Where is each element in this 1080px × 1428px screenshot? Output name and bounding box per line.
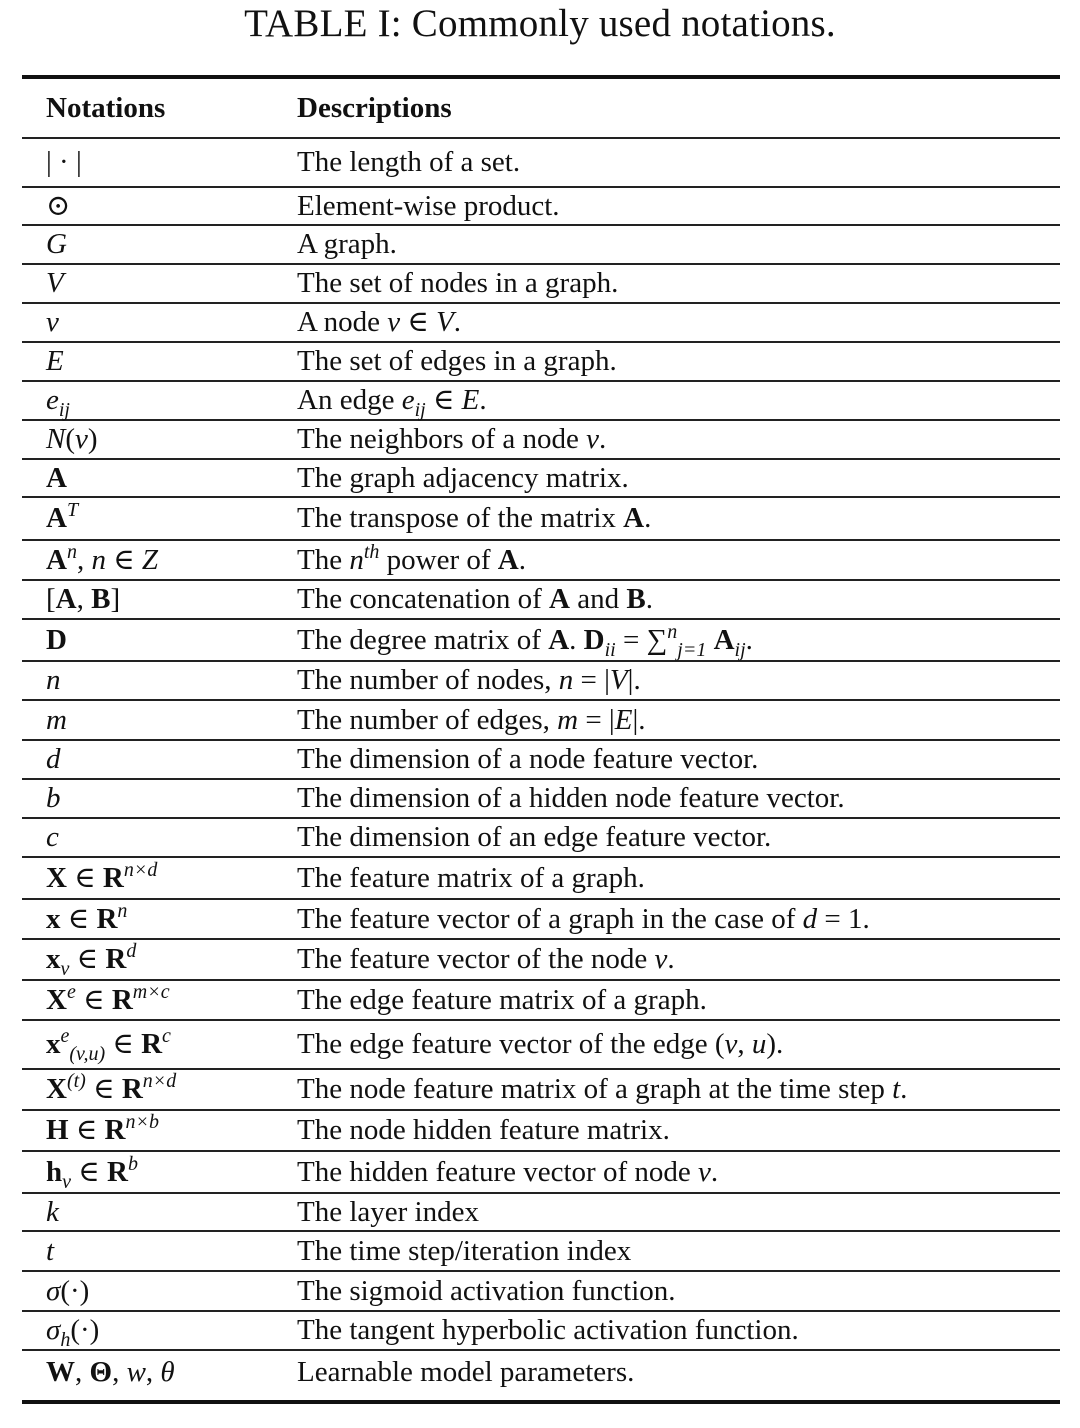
description-cell <box>297 148 1060 177</box>
math-token: The hidden feature vector of node <box>297 1155 698 1188</box>
math-token: x <box>46 1028 61 1060</box>
math-token: n <box>91 543 106 576</box>
math-token: E <box>614 703 633 736</box>
table-row <box>22 265 1060 302</box>
math-token: ∈ <box>68 1114 105 1146</box>
math-token: ij <box>58 399 70 421</box>
math-token: The set of edges in a graph. <box>297 345 617 377</box>
description-cell <box>297 347 1060 376</box>
notation-cell <box>22 980 297 1016</box>
math-token: A <box>55 583 77 615</box>
math-token: t <box>46 1234 55 1267</box>
notation-cell <box>22 899 297 935</box>
notation-cell <box>22 1025 297 1065</box>
math-token: t <box>892 1073 901 1105</box>
description-cell <box>297 189 1060 222</box>
math-token: k <box>46 1195 59 1228</box>
math-token: , <box>145 1356 161 1388</box>
table-row <box>22 1232 1060 1270</box>
description-cell <box>297 308 1060 337</box>
math-token: The graph adjacency matrix. <box>297 461 629 494</box>
description-cell <box>297 861 1060 894</box>
math-token: , <box>76 583 92 615</box>
table-row <box>22 188 1060 224</box>
math-token: c <box>46 821 59 853</box>
math-token: R <box>102 861 124 894</box>
math-token: σ <box>46 1274 61 1307</box>
description-cell <box>297 1195 1060 1228</box>
math-token: ∈ <box>66 861 103 894</box>
math-token: V <box>436 306 454 338</box>
description-cell <box>297 1234 1060 1267</box>
math-token: m×c <box>132 980 170 1003</box>
math-token: The feature vector of the node <box>297 943 655 975</box>
math-token: d <box>802 902 818 935</box>
math-token: . <box>667 943 675 975</box>
table-row <box>22 741 1060 778</box>
math-token: n <box>349 543 364 576</box>
notation-cell <box>22 230 297 259</box>
table-row <box>22 1194 1060 1230</box>
notation-cell <box>22 1358 297 1387</box>
math-token: The set of nodes in a graph. <box>297 267 619 299</box>
notation-cell <box>22 1234 297 1267</box>
math-token: . <box>479 384 487 416</box>
math-token: m <box>46 703 67 736</box>
notation-cell <box>22 1274 297 1307</box>
math-token: R <box>121 1073 143 1105</box>
math-token: v <box>62 1170 72 1193</box>
math-token: n <box>46 664 61 696</box>
table-row <box>22 139 1060 186</box>
math-token: A <box>46 502 67 534</box>
math-token: Z <box>141 543 159 576</box>
math-token: V <box>46 267 64 299</box>
math-token: The tangent hyperbolic activation function. <box>297 1314 799 1346</box>
table-header <box>22 79 1060 137</box>
math-token: ij <box>734 638 746 661</box>
notation-cell <box>22 585 297 614</box>
table-row <box>22 421 1060 458</box>
notation-cell <box>22 784 297 813</box>
math-token: n×b <box>125 1111 159 1133</box>
description-cell <box>297 1116 1060 1145</box>
math-token: n <box>558 664 574 696</box>
math-token: Learnable model parameters. <box>297 1356 635 1388</box>
notation-cell <box>22 1314 297 1351</box>
math-token: G <box>46 228 67 260</box>
math-token: A <box>549 583 570 615</box>
notation-table <box>22 75 1060 1404</box>
description-cell <box>297 461 1060 494</box>
math-token: j=1 <box>677 638 707 661</box>
math-token: d <box>46 743 61 775</box>
math-token: |. <box>632 703 646 736</box>
notation-cell <box>22 148 297 177</box>
notation-cell <box>22 858 297 894</box>
math-token: ⊙ <box>46 189 71 222</box>
table-caption: TABLE I: Commonly used notations. <box>244 2 836 45</box>
math-token: A <box>497 543 519 576</box>
math-token: n <box>66 540 77 563</box>
math-token: The dimension of a node feature vector. <box>297 743 759 775</box>
math-token: A <box>46 543 67 576</box>
table-row <box>22 1312 1060 1349</box>
notation-cell <box>22 269 297 298</box>
math-token: A graph. <box>297 228 397 260</box>
header-notations: Notations <box>46 91 166 124</box>
table-row <box>22 1070 1060 1109</box>
math-token: and <box>569 583 627 615</box>
math-token: ∈ <box>400 306 437 338</box>
math-token: A node <box>297 306 388 338</box>
description-cell <box>297 269 1060 298</box>
header-descriptions: Descriptions <box>297 91 452 124</box>
notation-cell <box>22 1070 297 1105</box>
math-token: v <box>387 306 401 338</box>
notation-cell <box>22 666 297 695</box>
math-token: n <box>117 899 128 922</box>
math-token: N <box>46 423 66 455</box>
table-row <box>22 382 1060 419</box>
description-cell <box>297 1358 1060 1387</box>
math-token: = ∑ <box>615 623 668 656</box>
math-token: . <box>710 1155 719 1188</box>
math-token: = 1. <box>817 902 870 935</box>
math-token: e <box>46 384 59 416</box>
description-cell <box>297 585 1060 614</box>
description-cell <box>297 945 1060 974</box>
description-cell <box>297 1316 1060 1345</box>
math-token: E <box>461 384 480 416</box>
math-token: The time step/iteration index <box>297 1234 632 1267</box>
description-cell <box>297 666 1060 695</box>
math-token: R <box>141 1028 163 1060</box>
notation-cell <box>22 189 297 222</box>
math-token: A <box>46 461 67 494</box>
math-token: . <box>598 423 607 455</box>
math-token: |. <box>627 664 641 696</box>
notation-cell <box>22 1111 297 1146</box>
math-token: x <box>46 902 61 935</box>
notation-cell <box>22 823 297 852</box>
math-token: v <box>654 943 668 975</box>
math-token: ij <box>414 399 426 421</box>
math-token: σ <box>46 1314 61 1346</box>
math-token: The number of edges, <box>297 703 558 736</box>
description-cell <box>297 703 1060 736</box>
math-token: , <box>75 1356 90 1388</box>
math-token: V <box>609 664 628 696</box>
table-row <box>22 304 1060 341</box>
math-token: v <box>60 958 70 980</box>
table-row <box>22 900 1060 938</box>
math-token: , <box>737 1028 752 1060</box>
math-token: . <box>569 623 584 656</box>
math-token: The degree matrix of <box>297 623 549 656</box>
math-token: T <box>66 499 79 521</box>
math-token: R <box>107 1155 128 1188</box>
math-token: X <box>46 1073 67 1105</box>
math-token: D <box>583 623 605 656</box>
math-token: m <box>557 703 579 736</box>
math-token: E <box>46 345 64 377</box>
math-token: The dimension of a hidden node feature vector. <box>297 782 845 814</box>
math-token: . <box>745 623 753 656</box>
math-token: ∈ <box>105 1028 142 1060</box>
math-token: | · | <box>46 146 82 178</box>
description-cell <box>297 384 1060 421</box>
math-token: ( <box>65 423 76 455</box>
math-token: ∈ <box>69 943 106 975</box>
table-body <box>22 139 1060 1394</box>
math-token: X <box>46 983 67 1016</box>
description-cell <box>297 823 1060 852</box>
math-token: ] <box>110 583 121 615</box>
math-token: e <box>66 980 76 1003</box>
math-token: v <box>698 1155 711 1188</box>
math-token: . <box>453 306 462 338</box>
math-token: = | <box>573 664 610 696</box>
notation-cell <box>22 703 297 736</box>
description-cell <box>297 745 1060 774</box>
table-row <box>22 780 1060 817</box>
table-row <box>22 981 1060 1019</box>
notation-cell <box>22 308 297 337</box>
math-token: R <box>104 1114 126 1146</box>
math-token: v <box>46 306 59 338</box>
math-token: ). <box>766 1028 784 1060</box>
math-token: A <box>713 623 735 656</box>
table-row <box>22 858 1060 898</box>
description-cell <box>297 230 1060 259</box>
math-token: The sigmoid activation function. <box>297 1274 676 1307</box>
description-cell <box>297 902 1060 935</box>
description-cell <box>297 540 1060 576</box>
description-cell <box>297 1030 1060 1059</box>
math-token: H <box>46 1114 69 1146</box>
math-token: b <box>127 1152 138 1175</box>
math-token: (·) <box>70 1314 100 1346</box>
notation-cell <box>22 347 297 376</box>
math-token: ∈ <box>60 902 97 935</box>
math-token: . <box>645 583 653 615</box>
math-token: th <box>363 540 380 563</box>
table-row <box>22 1272 1060 1310</box>
math-token: The length of a set. <box>297 146 521 178</box>
math-token: The node feature matrix of a graph at the time step <box>297 1073 893 1105</box>
bottom-rule <box>22 1400 1060 1404</box>
table-row <box>22 1021 1060 1068</box>
math-token: v <box>724 1028 738 1060</box>
description-cell <box>297 1274 1060 1307</box>
math-token: b <box>46 782 61 814</box>
notation-cell <box>22 540 297 576</box>
description-cell <box>297 504 1060 533</box>
description-cell <box>297 620 1060 661</box>
description-cell <box>297 784 1060 813</box>
math-token: B <box>91 583 111 615</box>
table-row <box>22 581 1060 618</box>
math-token: n×d <box>123 858 158 881</box>
math-token: . <box>518 543 526 576</box>
math-token: The edge feature vector of the edge ( <box>297 1028 725 1060</box>
table-row <box>22 1351 1060 1394</box>
math-token: , <box>112 1356 127 1388</box>
description-cell <box>297 1155 1060 1188</box>
math-token: v <box>75 423 88 455</box>
math-token: c <box>162 1025 171 1047</box>
notation-cell <box>22 623 297 656</box>
math-token: The edge feature matrix of a graph. <box>297 983 707 1016</box>
table-row <box>22 620 1060 660</box>
math-token: (v,u) <box>69 1043 106 1065</box>
math-token: ) <box>87 423 98 455</box>
math-token: = | <box>578 703 615 736</box>
description-cell <box>297 1075 1060 1104</box>
math-token: e <box>401 384 415 416</box>
math-token: n×d <box>142 1070 177 1092</box>
notation-cell <box>22 1152 297 1193</box>
math-token: A <box>623 502 645 534</box>
math-token: , <box>76 543 92 576</box>
description-cell <box>297 983 1060 1016</box>
math-token: ∈ <box>75 983 112 1016</box>
math-token: R <box>105 943 127 975</box>
math-token: (t) <box>66 1070 86 1092</box>
math-token: The dimension of an edge feature vector. <box>297 821 772 853</box>
table-row <box>22 662 1060 699</box>
math-token: R <box>111 983 133 1016</box>
math-token: n <box>667 620 678 643</box>
math-token: ∈ <box>71 1155 107 1188</box>
math-token: W <box>46 1356 75 1388</box>
table-row <box>22 226 1060 263</box>
math-token: An edge <box>297 384 402 416</box>
math-token: X <box>46 861 67 894</box>
math-token: The node hidden feature matrix. <box>297 1114 670 1146</box>
math-token: The transpose of the matrix <box>297 502 624 534</box>
notation-cell <box>22 745 297 774</box>
math-token: R <box>96 902 118 935</box>
table-row <box>22 498 1060 539</box>
notation-cell <box>22 425 297 454</box>
math-token: . <box>900 1073 908 1105</box>
notation-cell <box>22 384 297 421</box>
description-cell <box>297 425 1060 454</box>
math-token: The number of nodes, <box>297 664 559 696</box>
math-token: ∈ <box>85 1073 122 1105</box>
math-token: Element-wise product. <box>297 189 560 222</box>
notation-cell <box>22 499 297 534</box>
table-row <box>22 1111 1060 1150</box>
math-token: The concatenation of <box>297 583 550 615</box>
math-token: D <box>46 623 67 656</box>
notation-cell <box>22 461 297 494</box>
math-token: A <box>548 623 570 656</box>
math-token: v <box>586 423 599 455</box>
table-row <box>22 460 1060 496</box>
math-token: Θ <box>89 1356 113 1388</box>
math-token: ∈ <box>425 384 462 416</box>
math-token: The <box>297 543 350 576</box>
notation-cell <box>22 940 297 980</box>
table-row <box>22 1152 1060 1192</box>
math-token: ∈ <box>105 543 142 576</box>
math-token: θ <box>160 1356 175 1388</box>
math-token: power of <box>379 543 498 576</box>
math-token: h <box>46 1155 63 1188</box>
math-token: The layer index <box>297 1195 479 1228</box>
math-token <box>706 624 713 656</box>
math-token: The neighbors of a node <box>297 423 587 455</box>
math-token: B <box>626 583 646 615</box>
math-token: The feature vector of a graph in the case of <box>297 902 803 935</box>
table-row <box>22 701 1060 739</box>
math-token: e <box>60 1025 70 1047</box>
notation-cell <box>22 1195 297 1228</box>
math-token: d <box>126 940 137 962</box>
math-token: . <box>644 502 652 534</box>
math-token: ii <box>604 638 616 661</box>
table-row <box>22 541 1060 579</box>
math-token: x <box>46 943 61 975</box>
table-row <box>22 940 1060 979</box>
math-token: [ <box>46 583 56 615</box>
math-token: The feature matrix of a graph. <box>297 861 645 894</box>
math-token: h <box>60 1329 71 1351</box>
math-token: u <box>751 1028 767 1060</box>
math-token: w <box>126 1356 146 1388</box>
math-token: (·) <box>60 1274 90 1307</box>
table-row <box>22 343 1060 380</box>
table-row <box>22 819 1060 856</box>
